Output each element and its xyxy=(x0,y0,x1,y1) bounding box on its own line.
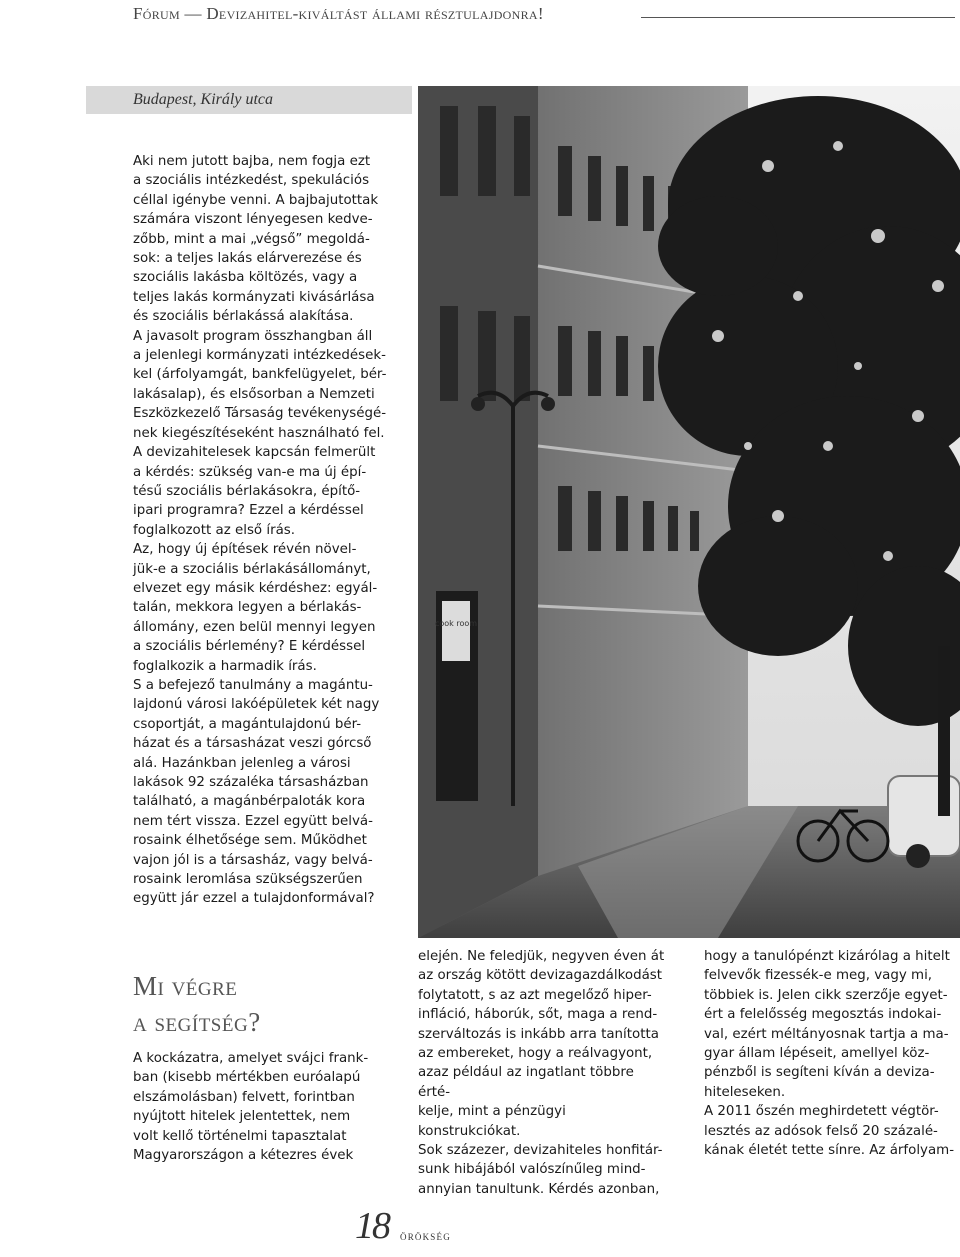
text-line: lakásalap), és elsősorban a Nemzeti xyxy=(133,386,375,402)
text-line: ipari programra? Ezzel a kérdéssel xyxy=(133,503,364,519)
section-heading xyxy=(133,968,395,1040)
text-line: nyújtott hitelek jelentettek, nem xyxy=(133,1109,351,1125)
text-line: kel (árfolyamgát, bankfelügyelet, bér- xyxy=(133,367,387,383)
text-line: együtt jár ezzel a tulajdonformával? xyxy=(133,891,375,907)
text-line: számára viszont lényegesen kedve- xyxy=(133,212,373,228)
text-line: S a befejező tanulmány a magántu- xyxy=(133,677,373,693)
text-line: a kérdés: szükség van-e ma új épí- xyxy=(133,464,367,480)
text-line: csoportját, a magántulajdonú bér- xyxy=(133,716,362,732)
text-line: zőbb, mint a mai „végső” megoldá- xyxy=(133,231,370,247)
text-line: hiteleseken. xyxy=(704,1084,786,1100)
page-footer xyxy=(355,1206,475,1246)
text-line: Sok százezer, devizahiteles honfitár- xyxy=(418,1143,663,1159)
text-line: elején. Ne feledjük, negyven éven át xyxy=(418,949,665,964)
running-header xyxy=(133,4,955,28)
column-right xyxy=(704,947,958,1160)
text-line: szociális lakásba költözés, vagy a xyxy=(133,270,358,286)
photo-caption: Budapest, Király utca xyxy=(133,91,273,108)
header-text: Fórum — Devizahitel-kiváltást állami résztulajdonra! xyxy=(133,4,544,23)
text-line: ban (kisebb mértékben euróalapú xyxy=(133,1070,361,1086)
text-line: állomány, ezen belül mennyi legyen xyxy=(133,619,376,635)
street-photo-illustration xyxy=(418,86,960,938)
text-line: infláció, háborúk, sőt, maga a rend- xyxy=(418,1007,658,1023)
text-line: lajdonú városi lakóépületek két nagy xyxy=(133,697,380,713)
header-rule xyxy=(641,17,955,18)
text-line: található, a magánbérpaloták kora xyxy=(133,794,366,810)
text-line: foglalkozik a harmadik írás. xyxy=(133,658,317,674)
column-left xyxy=(133,152,395,909)
text-line: azaz például az ingatlant többre érté- xyxy=(418,1065,634,1100)
text-line: lakások 92 százaléka társasházban xyxy=(133,775,369,790)
text-line: ért a felelősség megosztás indokai- xyxy=(704,1007,942,1023)
text-line: gyar állam lépéseit, amellyel köz- xyxy=(704,1046,930,1062)
text-line: kának életét tette sínre. Az árfolyam- xyxy=(704,1143,955,1159)
storefront-sign: cook room xyxy=(434,619,478,628)
text-line: céllal igénybe venni. A bajbajutottak xyxy=(133,192,379,208)
publication-name: ÖRÖKSÉG xyxy=(400,1232,451,1242)
page-number: 18 xyxy=(355,1205,389,1247)
text-line: a jelenlegi kormányzati intézkedések- xyxy=(133,348,386,364)
photo-caption-bar xyxy=(86,86,412,114)
text-line: jük-e a szociális bérlakásállományt, xyxy=(133,561,371,577)
text-line: lesztés az adósok felső 20 százalé- xyxy=(704,1123,938,1139)
text-line: szerváltozás is inkább arra tanította xyxy=(418,1026,659,1042)
text-line: sunk hibájából valószínűleg mind- xyxy=(418,1162,646,1178)
text-line: pénzből is segíteni kíván a deviza- xyxy=(704,1065,935,1081)
text-line: alá. Hazánkban jelenleg a városi xyxy=(133,755,351,771)
text-line: val, ezért méltányosnak tartja a ma- xyxy=(704,1026,949,1042)
text-line: folytatott, s az azt megelőző hiper- xyxy=(418,987,652,1003)
text-line: az ország kötött devizagazdálkodást xyxy=(418,968,663,984)
text-line: elvezet egy másik kérdéshez: egyál- xyxy=(133,580,378,596)
text-line: vajon jól is a társasház, vagy belvá- xyxy=(133,852,373,868)
text-line: a szociális bérlemény? E kérdéssel xyxy=(133,639,366,655)
text-line: Eszközkezelő Társaság tevékenységé- xyxy=(133,406,387,422)
text-line: A 2011 őszén meghirdetett végtör- xyxy=(704,1104,939,1120)
text-line: talán, mekkora legyen a bérlakás- xyxy=(133,600,362,616)
column-middle xyxy=(418,947,670,1199)
text-line: a szociális intézkedést, spekulációs xyxy=(133,173,370,189)
text-line: rosaink leromlása szükségszerűen xyxy=(133,872,363,888)
text-line: foglalkozott az első írás. xyxy=(133,522,296,538)
text-line: Aki nem jutott bajba, nem fogja ezt xyxy=(133,154,371,169)
text-line: tésű szociális bérlakásokra, építő- xyxy=(133,483,361,499)
section-heading-line-1: Mi végre xyxy=(133,971,238,1001)
text-line: Az, hogy új építések révén növel- xyxy=(133,542,357,558)
text-line: Magyarországon a kétezres évek xyxy=(133,1148,354,1164)
text-line: házat és a társasházat veszi górcső xyxy=(133,736,372,752)
text-line: sok: a teljes lakás elárverezése és xyxy=(133,251,362,267)
text-line: annyian tanultunk. Kérdés azonban, xyxy=(418,1181,660,1197)
text-line: és szociális bérlakássá alakítása. xyxy=(133,309,354,325)
column-left-continued xyxy=(133,1049,395,1165)
text-line: az embereket, hogy a reálvagyont, xyxy=(418,1046,653,1062)
text-line: teljes lakás kormányzati kivásárlása xyxy=(133,289,375,305)
text-line: elszámolásban) felvett, forintban xyxy=(133,1089,355,1105)
section-heading-line-2: a segítség? xyxy=(133,1007,261,1037)
street-photo xyxy=(418,86,960,938)
text-line: volt kellő történelmi tapasztalat xyxy=(133,1128,347,1144)
text-line: kelje, mint a pénzügyi konstrukciókat. xyxy=(418,1104,566,1139)
text-line: rosaink élhetősége sem. Működhet xyxy=(133,833,367,849)
text-line: A devizahitelesek kapcsán felmerült xyxy=(133,445,376,461)
text-line: hogy a tanulópénzt kizárólag a hitelt xyxy=(704,949,950,964)
text-line: felvevők fizessék-e meg, vagy mi, xyxy=(704,968,933,984)
text-line: A kockázatra, amelyet svájci frank- xyxy=(133,1051,369,1066)
text-line: nek kiegészítéseként használható fel. xyxy=(133,425,385,441)
text-line: A javasolt program összhangban áll xyxy=(133,328,373,344)
text-line: többiek is. Jelen cikk szerzője egyet- xyxy=(704,987,948,1003)
text-line: nem tért vissza. Ezzel együtt belvá- xyxy=(133,813,373,829)
